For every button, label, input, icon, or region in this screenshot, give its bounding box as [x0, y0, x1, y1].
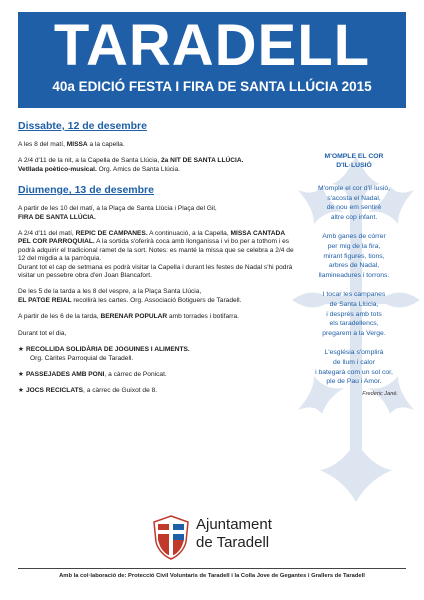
poem-column — [298, 152, 410, 397]
star-icon: ★ — [18, 387, 24, 395]
sunday-heading: Diumenge, 13 de desembre — [18, 184, 154, 197]
sunday-fair: A partir de les 10 del matí, a la Plaça de Santa Llúcia i Plaça del Gil, FIRA DE SANTA LLÚCIA. — [18, 205, 217, 221]
bullet-games: ★ JOCS RECICLATS, a càrrec de Guixot de 8. — [18, 387, 158, 395]
banner-title: TARADELL — [53, 13, 371, 78]
sunday-bells: A 2/4 d'11 del matí, REPIC DE CAMPANES. A continuació, a la Capella, MISSA CANTADA PEL COR PARROQUIAL. A la sortida s'oferirà coca amb llonganissa i vi bo per a tothom i es podrà adquirir el tradicional ramet de la sort. Notes: es manté la missa que se celebra a 2/4 de 12 del migdia a la parròquia. — [18, 230, 294, 263]
bullet-collection: ★ RECOLLIDA SOLIDÀRIA DE JOGUINES I ALIMENTS. Org. Càrites Parroquial de Taradell. — [18, 346, 190, 362]
program-column — [18, 120, 296, 404]
town-hall-logo — [148, 510, 328, 566]
bullet-pony: ★ PASSEJADES AMB PONI, a càrrec de Ponicat. — [18, 370, 167, 378]
poem-stanza-2: Amb ganes de córrer per mig de la fira, mirant figures, tions, arbres de Nadal, llamineadures i torrons. — [318, 233, 390, 279]
poem-stanza-1: M'omple el cor d'il·lusió, s'acosta el Nadal, de nou em sentiré altre cop infant. — [317, 185, 391, 221]
banner-subtitle: 40a EDICIÓ FESTA I FIRA DE SANTA LLÚCIA 2015 — [52, 79, 372, 94]
poem-stanza-3: I tocar les campanes de Santa Llúcia, i després amb tots els taradellencs, pregarem a la Verge. — [322, 291, 386, 337]
poem-stanza-4: L'església s'omplirà de llum i calor i bategarà com un sol cor, ple de Pau i Amor. — [315, 349, 393, 386]
star-icon: ★ — [18, 346, 24, 354]
sunday-allday: Durant tot el dia, — [18, 329, 67, 337]
sunday-snack: A partir de les 6 de la tarda, BERENAR POPULAR amb torrades i botifarra. — [18, 313, 240, 321]
poem-author: Frederic Jané. — [362, 390, 398, 397]
saturday-heading: Dissabte, 12 de desembre — [18, 120, 147, 132]
star-icon: ★ — [18, 370, 24, 378]
saturday-item-2: A 2/4 d'11 de la nit, a la Capella de Santa Llúcia, 2a NIT DE SANTA LLÚCIA. Vetllada poètico-musical. Org. Amics de Santa Llúcia. — [18, 157, 244, 173]
title-banner — [18, 12, 406, 108]
collaboration-footer: Amb la col·laboració de: Protecció Civil Voluntaris de Taradell i la Colla Jove de Gegantes i Grallers de Taradell — [18, 568, 406, 579]
sunday-visit: Durant tot el cap de setmana es podrà visitar la Capella i durant les festes de Nadal s'hi podrà visitar un pessebre obra d'en Joan Blancafort. — [18, 263, 293, 280]
sunday-page: De les 5 de la tarda a les 8 del vespre, a la Plaça Santa Llúcia, EL PATGE REIAL recollirà les cartes. Org. Associació Botiguers de Taradell. — [18, 288, 242, 304]
poem-title: M'OMPLE EL COR D'IL·LUSIÓ — [324, 153, 384, 169]
saturday-item-1: A les 8 del matí, MISSA a la capella. — [18, 141, 125, 148]
coat-of-arms-icon — [152, 514, 190, 560]
logo-line-1: Ajuntament — [196, 516, 272, 533]
logo-line-2: de Taradell — [196, 534, 270, 551]
